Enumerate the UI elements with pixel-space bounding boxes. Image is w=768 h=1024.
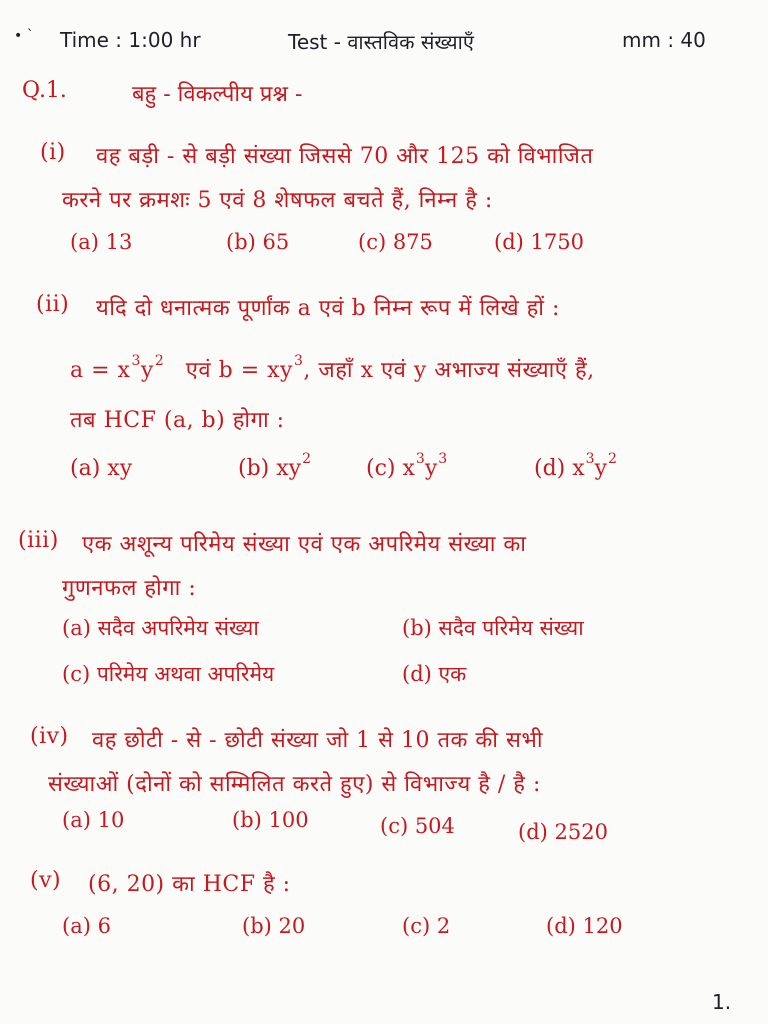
q4-text-line2: संख्याओं (दोनों को सम्मिलित करते हुए) से विभाज्य है / है : xyxy=(48,772,541,797)
q4-option-c: (c) 504 xyxy=(380,814,455,838)
section-title: बहु - विकल्पीय प्रश्न - xyxy=(132,82,303,107)
q5-option-c: (c) 2 xyxy=(402,914,451,938)
q2-text-line3: तब HCF (a, b) होगा : xyxy=(70,408,285,433)
q3-option-c: (c) परिमेय अथवा अपरिमेय xyxy=(62,662,275,686)
q2-a-y: y xyxy=(140,358,154,383)
q2-a-exp-y: 2 xyxy=(154,353,165,369)
q4-option-d: (d) 2520 xyxy=(518,820,608,844)
q4-number: (iv) xyxy=(30,724,69,749)
q3-text-line2: गुणनफल होगा : xyxy=(62,576,197,601)
q1-option-d: (d) 1750 xyxy=(494,230,584,254)
q1-text-line1: वह बड़ी - से बड़ी संख्या जिससे 70 और 125 को विभाजित xyxy=(96,144,594,169)
q1-option-b: (b) 65 xyxy=(226,230,290,254)
q4-option-a: (a) 10 xyxy=(62,808,125,832)
q2-a-exp-x: 3 xyxy=(131,353,141,369)
q2-option-d: (d) $x^3y^2$ xyxy=(534,451,617,481)
q5-number: (v) xyxy=(30,868,62,893)
section-number: Q.1. xyxy=(22,78,67,103)
q3-option-b: (b) सदैव परिमेय संख्या xyxy=(402,616,584,640)
q1-number: (i) xyxy=(40,140,66,165)
q2-text-line1: यदि दो धनात्मक पूर्णांक a एवं b निम्न रूप में लिखे हों : xyxy=(96,296,560,321)
q1-text-line2: करने पर क्रमशः 5 एवं 8 शेषफल बचते हैं, निम्न है : xyxy=(62,188,493,213)
q1-option-c: (c) 875 xyxy=(358,230,433,254)
ink-dots: • ` xyxy=(14,28,34,44)
q3-option-d: (d) एक xyxy=(402,662,467,686)
q3-number: (iii) xyxy=(18,528,59,553)
q2-a-equation: a = x xyxy=(70,358,131,383)
page-number: 1. xyxy=(712,990,732,1014)
q5-option-d: (d) 120 xyxy=(546,914,623,938)
q4-text-line1: वह छोटी - से - छोटी संख्या जो 1 से 10 तक की सभी xyxy=(92,728,544,753)
q4-option-b: (b) 100 xyxy=(232,808,309,832)
q2-text-line2 xyxy=(70,354,595,384)
q2-number: (ii) xyxy=(36,292,70,317)
q5-option-a: (a) 6 xyxy=(62,914,111,938)
q2-option-a: (a) xy xyxy=(70,456,133,481)
q2-option-b: (b) $xy^2$ xyxy=(238,451,312,481)
max-marks: mm : 40 xyxy=(622,28,706,52)
q3-option-a: (a) सदैव अपरिमेय संख्या xyxy=(62,616,259,640)
q2-tail: , जहाँ x एवं y अभाज्य संख्याएँ हैं, xyxy=(303,358,595,383)
q1-option-a: (a) 13 xyxy=(70,230,133,254)
q5-text-line1: (6, 20) का HCF है : xyxy=(88,872,291,897)
test-title: Test - वास्तविक संख्याएँ xyxy=(288,30,474,54)
time-label: Time : 1:00 hr xyxy=(60,28,201,52)
q3-text-line1: एक अशून्य परिमेय संख्या एवं एक अपरिमेय संख्या का xyxy=(82,532,527,557)
q2-b-equation: एवं b = xy xyxy=(185,358,293,383)
q5-option-b: (b) 20 xyxy=(242,914,306,938)
q2-b-exp-y: 3 xyxy=(293,353,304,369)
q2-option-c: (c) $x^3y^3$ xyxy=(366,451,448,481)
